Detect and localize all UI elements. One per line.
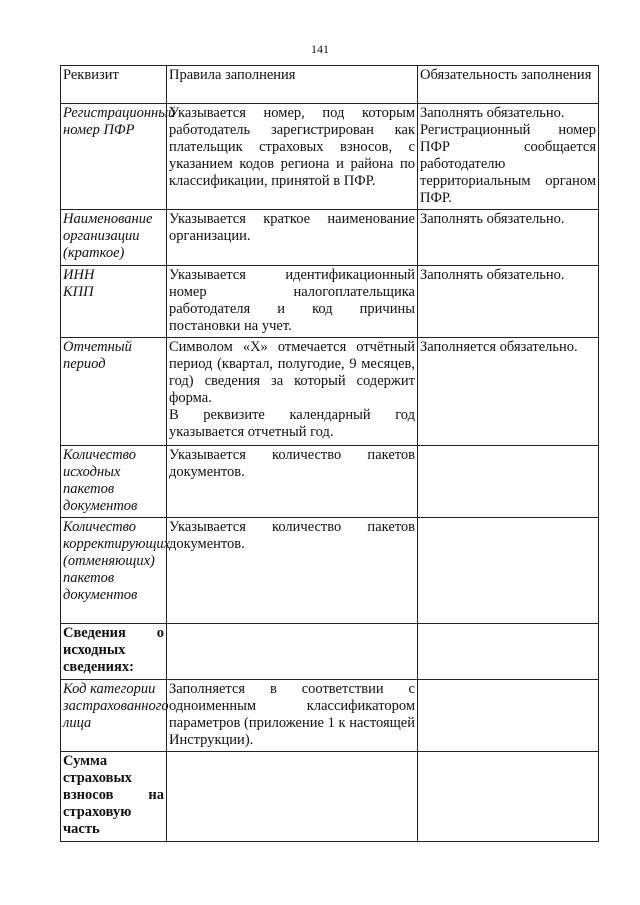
obligation-line: Заполнять обязательно. (420, 105, 565, 121)
field-obligation (418, 104, 599, 210)
field-rule (167, 752, 418, 842)
table-row (61, 210, 599, 266)
field-obligation (418, 680, 599, 752)
rule-text: Символом «Х» отмечается отчётный период (квартал, полугодие, 9 месяцев, год) сведения за который содержит форма. (169, 339, 415, 406)
section-title: Сумма страховых взносов на страховую часть (61, 752, 167, 842)
field-rule (167, 338, 418, 446)
header-requisite: Реквизит (61, 66, 167, 104)
field-name: Отчетный период (61, 338, 167, 446)
table-row (61, 624, 599, 680)
field-obligation (418, 752, 599, 842)
field-obligation (418, 624, 599, 680)
field-rule: Указывается количество пакетов документов. (167, 518, 418, 624)
requisites-table (60, 65, 599, 842)
field-name: Регистрационный номер ПФР (61, 104, 167, 210)
field-rule: Указывается номер, под которым работодатель зарегистрирован как плательщик страховых взносов, с указанием кодов региона и района по классификации, принятой в ПФР. (167, 104, 418, 210)
field-obligation (418, 518, 599, 624)
header-obligation: Обязательность заполнения (418, 66, 599, 104)
field-name: Количество корректирующих (отменяющих) пакетов документов (61, 518, 167, 624)
table-row (61, 338, 599, 446)
table-header-row (61, 66, 599, 104)
obligation-line: Регистрационный номер ПФР сообщается работодателю территориальным органом ПФР. (420, 122, 596, 206)
field-rule: Указывается краткое наименование организации. (167, 210, 418, 266)
field-name-text: ИНН КПП (63, 267, 95, 300)
table-row (61, 518, 599, 624)
field-name: Наименование организации (краткое) (61, 210, 167, 266)
field-name: Количество исходных пакетов документов (61, 446, 167, 518)
table-row (61, 752, 599, 842)
rule-text-extra: В реквизите календарный год указывается отчетный год. (169, 407, 415, 440)
field-name (61, 266, 167, 338)
obligation-line: Заполнять обязательно. (420, 211, 565, 227)
field-rule (167, 624, 418, 680)
page-number: 141 (311, 42, 329, 56)
table-row (61, 680, 599, 752)
header-rules: Правила заполнения (167, 66, 418, 104)
field-rule: Заполняется в соответствии с одноименным классификатором параметров (приложение 1 к настоящей Инструкции). (167, 680, 418, 752)
field-obligation (418, 338, 599, 446)
table-row (61, 104, 599, 210)
field-obligation (418, 446, 599, 518)
obligation-line: Заполняется обязательно. (420, 339, 578, 355)
obligation-line: Заполнять обязательно. (420, 267, 565, 283)
field-obligation (418, 210, 599, 266)
field-rule: Указывается количество пакетов документов. (167, 446, 418, 518)
field-obligation (418, 266, 599, 338)
section-title: Сведения о исходных сведениях: (61, 624, 167, 680)
table-row (61, 266, 599, 338)
field-name: Код категории застрахованного лица (61, 680, 167, 752)
field-rule: Указывается идентификационный номер налогоплательщика работодателя и код причины постановки на учет. (167, 266, 418, 338)
table-row (61, 446, 599, 518)
